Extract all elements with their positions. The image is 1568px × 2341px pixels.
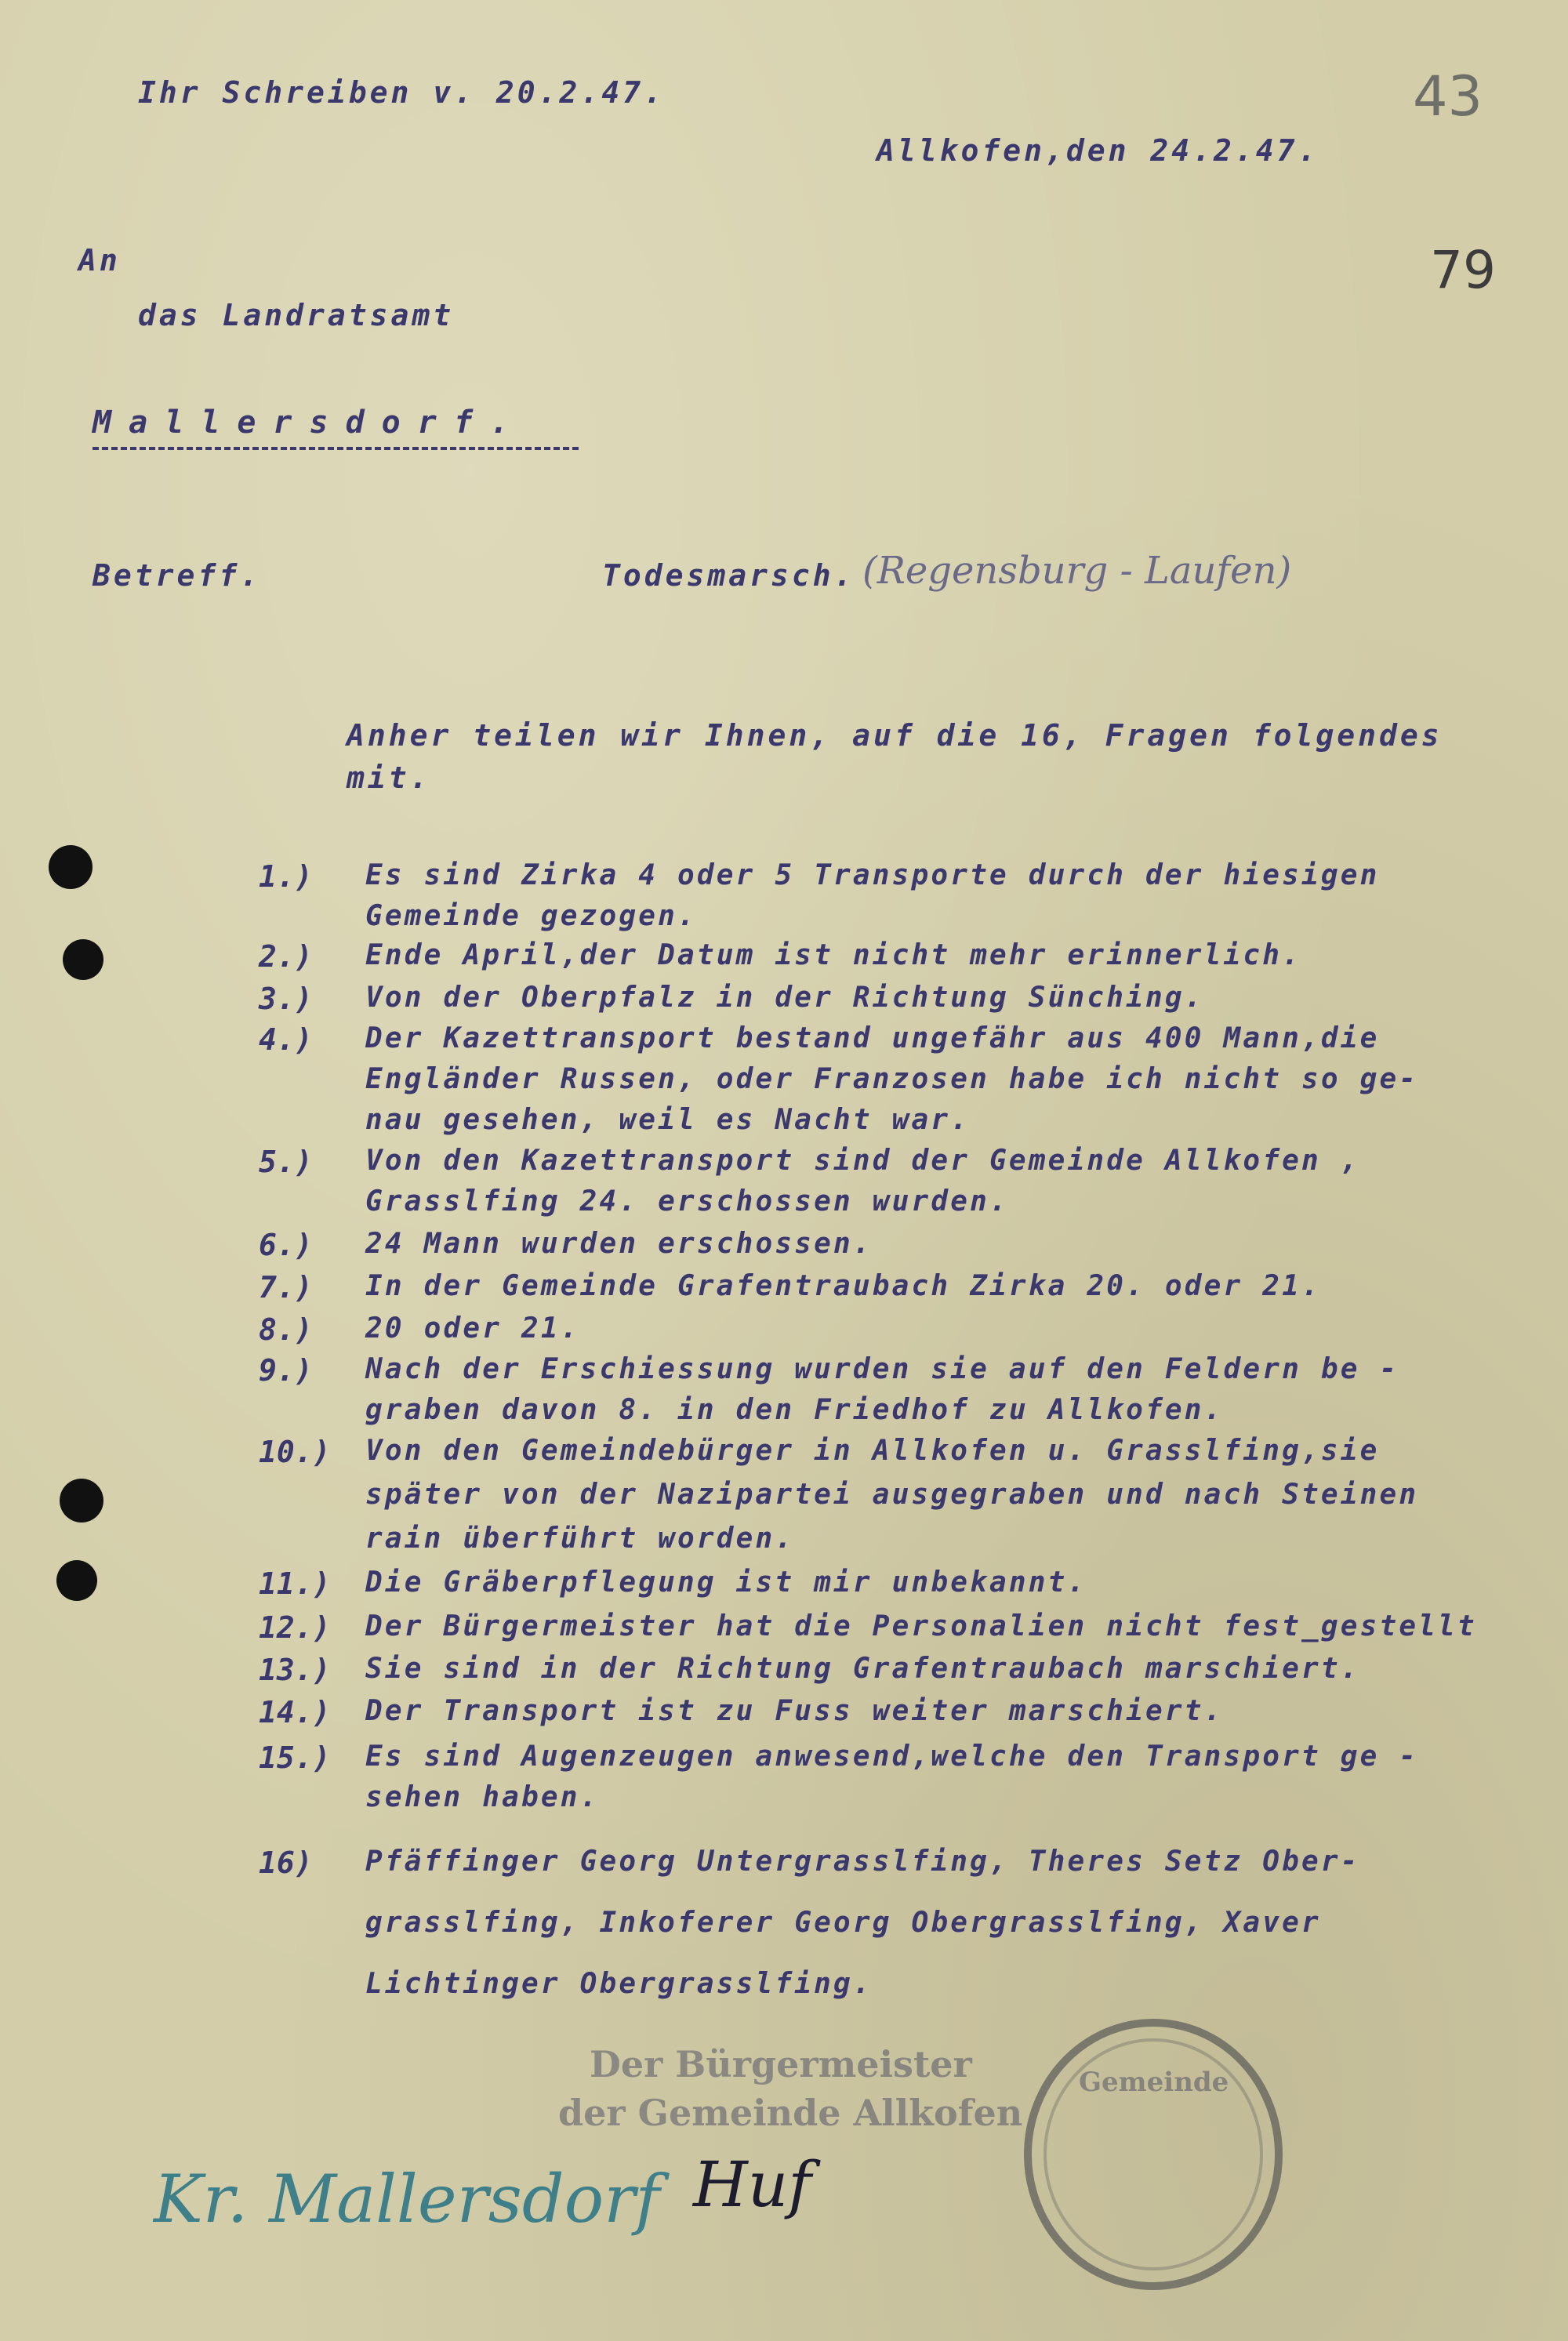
subject-text: Todesmarsch. [602,558,855,593]
subject-label: Betreff. [93,558,262,593]
recipient-office: das Landratsamt [138,298,455,332]
answer-number: 1.) [259,859,313,894]
answer-text-line: In der Gemeinde Grafentraubach Zirka 20. oder 21. [365,1270,1321,1302]
answer-text-line: Gemeinde gezogen. [365,900,697,932]
archive-pencil-number: 43 [1413,64,1483,129]
answer-text-line: nau gesehen, weil es Nacht war. [365,1104,971,1136]
answer-text-line: Ende April,der Datum ist nicht mehr erinnerlich. [365,939,1301,971]
mayor-stamp-line-2: der Gemeinde Allkofen [558,2092,1023,2134]
answer-number: 14.) [259,1695,331,1729]
answer-text-line: Der Kazettransport bestand ungefähr aus 400 Mann,die [365,1022,1380,1054]
punch-hole [49,845,93,889]
mayor-signature: Huf [693,2148,811,2221]
answer-number: 9.) [259,1353,313,1388]
answer-text-line: graben davon 8. in den Friedhof zu Allkofen. [365,1394,1224,1426]
answer-number: 11.) [259,1566,331,1601]
handwritten-note: Kr. Mallersdorf [154,2161,660,2238]
answer-number: 12.) [259,1610,331,1645]
answer-text-line: Von der Oberpfalz in der Richtung Sünching. [365,982,1204,1014]
city-underline [93,447,579,450]
answer-text-line: später von der Nazipartei ausgegraben und nach Steinen [365,1479,1419,1511]
answer-number: 10.) [259,1435,331,1469]
answer-number: 15.) [259,1740,331,1775]
answer-text-line: Der Bürgermeister hat die Personalien nicht fest_gestellt [365,1610,1477,1642]
answer-text-line: Sie sind in der Richtung Grafentraubach marschiert. [365,1653,1360,1685]
answer-number: 16) [259,1846,313,1880]
intro-line-2: mit. [347,760,431,795]
answer-text-line: Von den Kazettransport sind der Gemeinde Allkofen , [365,1145,1360,1177]
folio-number: 79 [1430,240,1496,300]
answer-text-line: Die Gräberpflegung ist mir unbekannt. [365,1566,1087,1599]
place-date: Allkofen,den 24.2.47. [877,133,1319,168]
reference-line: Ihr Schreiben v. 20.2.47. [138,75,665,110]
recipient-an: An [78,243,121,278]
answer-text-line: Grasslfing 24. erschossen wurden. [365,1185,1009,1218]
punch-hole [60,1479,103,1523]
mayor-stamp-line-1: Der Bürgermeister [590,2043,972,2085]
intro-line-1: Anher teilen wir Ihnen, auf die 16, Fragen folgendes [347,718,1443,753]
answer-text-line: Engländer Russen, oder Franzosen habe ich nicht so ge- [365,1063,1419,1095]
answer-number: 5.) [259,1145,313,1179]
answer-number: 7.) [259,1270,313,1305]
answer-text-line: sehen haben. [365,1781,600,1813]
answer-text-line: Pfäffinger Georg Untergrasslfing, Theres Setz Ober- [365,1846,1360,1878]
answer-text-line: Es sind Zirka 4 oder 5 Transporte durch der hiesigen [365,859,1380,891]
answer-text-line: rain überführt worden. [365,1523,795,1555]
punch-hole [63,939,103,980]
answer-text-line: 24 Mann wurden erschossen. [365,1228,873,1260]
round-seal-icon [1016,2013,1290,2296]
answer-number: 4.) [259,1022,313,1057]
punch-hole [56,1560,97,1601]
answer-number: 3.) [259,982,313,1016]
answer-text-line: Es sind Augenzeugen anwesend,welche den Transport ge - [365,1740,1419,1773]
answer-text-line: grasslfing, Inkoferer Georg Obergrasslfing, Xaver [365,1907,1321,1939]
answer-text-line: Nach der Erschiessung wurden sie auf den Feldern be - [365,1353,1399,1385]
answer-text-line: 20 oder 21. [365,1312,580,1345]
answer-text-line: Der Transport ist zu Fuss weiter marschiert. [365,1695,1224,1727]
answer-text-line: Lichtinger Obergrasslfing. [365,1968,873,2000]
answer-number: 13.) [259,1653,331,1687]
answer-text-line: Von den Gemeindebürger in Allkofen u. Grasslfing,sie [365,1435,1380,1467]
subject-handwritten: (Regensburg - Laufen) [862,549,1292,593]
answer-number: 2.) [259,939,313,974]
answer-number: 8.) [259,1312,313,1347]
seal-text: Gemeinde [1079,2067,1229,2098]
answer-number: 6.) [259,1228,313,1262]
recipient-city: Mallersdorf. [93,405,526,441]
